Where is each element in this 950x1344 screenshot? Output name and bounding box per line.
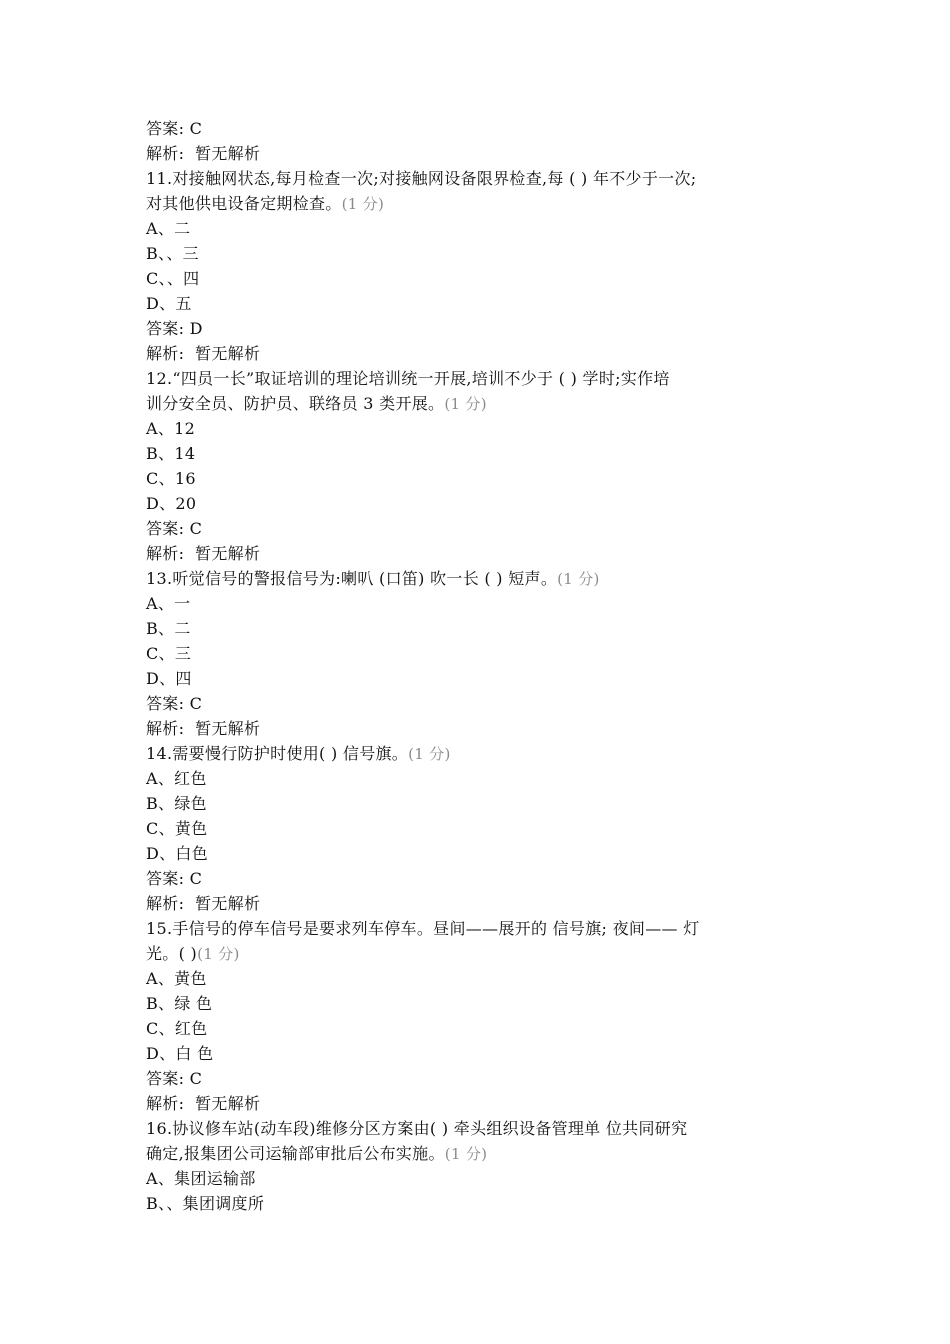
option-item: A、12 (146, 419, 196, 438)
answer-line: 答案: C (146, 119, 203, 138)
option-item: C、黄色 (146, 819, 208, 838)
question-text-segment: 11.对接触网状态,每月检查一次;对接触网设备限界检查,每 ( ) 年不少于一次; (146, 169, 697, 188)
question-text-segment: 确定,报集团公司运输部审批后公布实施。 (146, 1144, 445, 1163)
option-item: D、五 (146, 294, 192, 313)
question-text-segment: 14.需要慢行防护时使用( ) 信号旗。 (146, 744, 409, 763)
question-score: (1 分) (557, 570, 600, 588)
question-text (146, 1116, 816, 1141)
question-text-segment: 15.手信号的停车信号是要求列车停车。昼间——展开的 信号旗; 夜间—— 灯 (146, 919, 700, 938)
question-text-segment: 16.协议修车站(动车段)维修分区方案由( ) 牵头组织设备管理单 位共同研究 (146, 1119, 688, 1138)
question-score: (1 分) (408, 745, 451, 763)
question-text (146, 741, 816, 766)
option-item: B、14 (146, 444, 196, 463)
answer-line: 答案: C (146, 694, 203, 713)
option-item: A、红色 (146, 769, 207, 788)
question-score: (1 分) (444, 395, 487, 413)
option-item: C、、四 (146, 269, 200, 288)
question-block (146, 566, 816, 741)
document-page (146, 116, 816, 1216)
option-item: B、绿色 (146, 794, 207, 813)
analysis-line: 解析: 暂无解析 (146, 344, 261, 363)
question-text (146, 566, 816, 591)
answer-line: 答案: C (146, 1069, 203, 1088)
option-item: C、三 (146, 644, 192, 663)
question-score: (1 分) (341, 195, 385, 213)
answer-line: 答案: D (146, 319, 203, 338)
analysis-line: 解析: 暂无解析 (146, 719, 261, 738)
question-text-segment: 训分安全员、防护员、联络员 3 类开展。 (146, 394, 445, 413)
answer-line: 答案: C (146, 869, 203, 888)
question-block (146, 366, 816, 566)
option-item: A、黄色 (146, 969, 207, 988)
question-text (146, 941, 816, 966)
option-item: B、、集团调度所 (146, 1194, 265, 1213)
question-text (146, 191, 816, 216)
option-item: D、白色 (146, 844, 209, 863)
question-text (146, 916, 816, 941)
option-item: B、、三 (146, 244, 199, 263)
question-score: (1 分) (197, 945, 240, 963)
option-item: C、红色 (146, 1019, 208, 1038)
analysis-line: 解析: 暂无解析 (146, 1094, 261, 1113)
question-text-segment: 13.听觉信号的警报信号为:喇叭 (口笛) 吹一长 ( ) 短声。 (146, 569, 558, 588)
question-list (146, 166, 816, 1216)
question-score: (1 分) (444, 1145, 488, 1163)
question-text (146, 391, 816, 416)
question-text-segment: 光。( ) (146, 944, 198, 963)
question-text-segment: 对其他供电设备定期检查。 (146, 194, 342, 213)
question-text (146, 366, 816, 391)
analysis-line: 解析: 暂无解析 (146, 544, 261, 563)
question-text (146, 1141, 816, 1166)
question-block (146, 1116, 816, 1216)
option-item: A、二 (146, 219, 191, 238)
analysis-line: 解析: 暂无解析 (146, 144, 261, 163)
question-text-segment: 12.“四员一长”取证培训的理论培训统一开展,培训不少于 ( ) 学时;实作培 (146, 369, 670, 388)
option-item: B、二 (146, 619, 191, 638)
option-item: D、20 (146, 494, 197, 513)
option-item: A、一 (146, 594, 191, 613)
question-text (146, 166, 816, 191)
option-item: D、四 (146, 669, 192, 688)
option-item: C、16 (146, 469, 196, 488)
question-block (146, 166, 816, 366)
question-block (146, 741, 816, 916)
option-item: D、白 色 (146, 1044, 214, 1063)
question-block (146, 916, 816, 1116)
option-item: A、集团运输部 (146, 1169, 256, 1188)
answer-line: 答案: C (146, 519, 203, 538)
analysis-line: 解析: 暂无解析 (146, 894, 261, 913)
option-item: B、绿 色 (146, 994, 213, 1013)
